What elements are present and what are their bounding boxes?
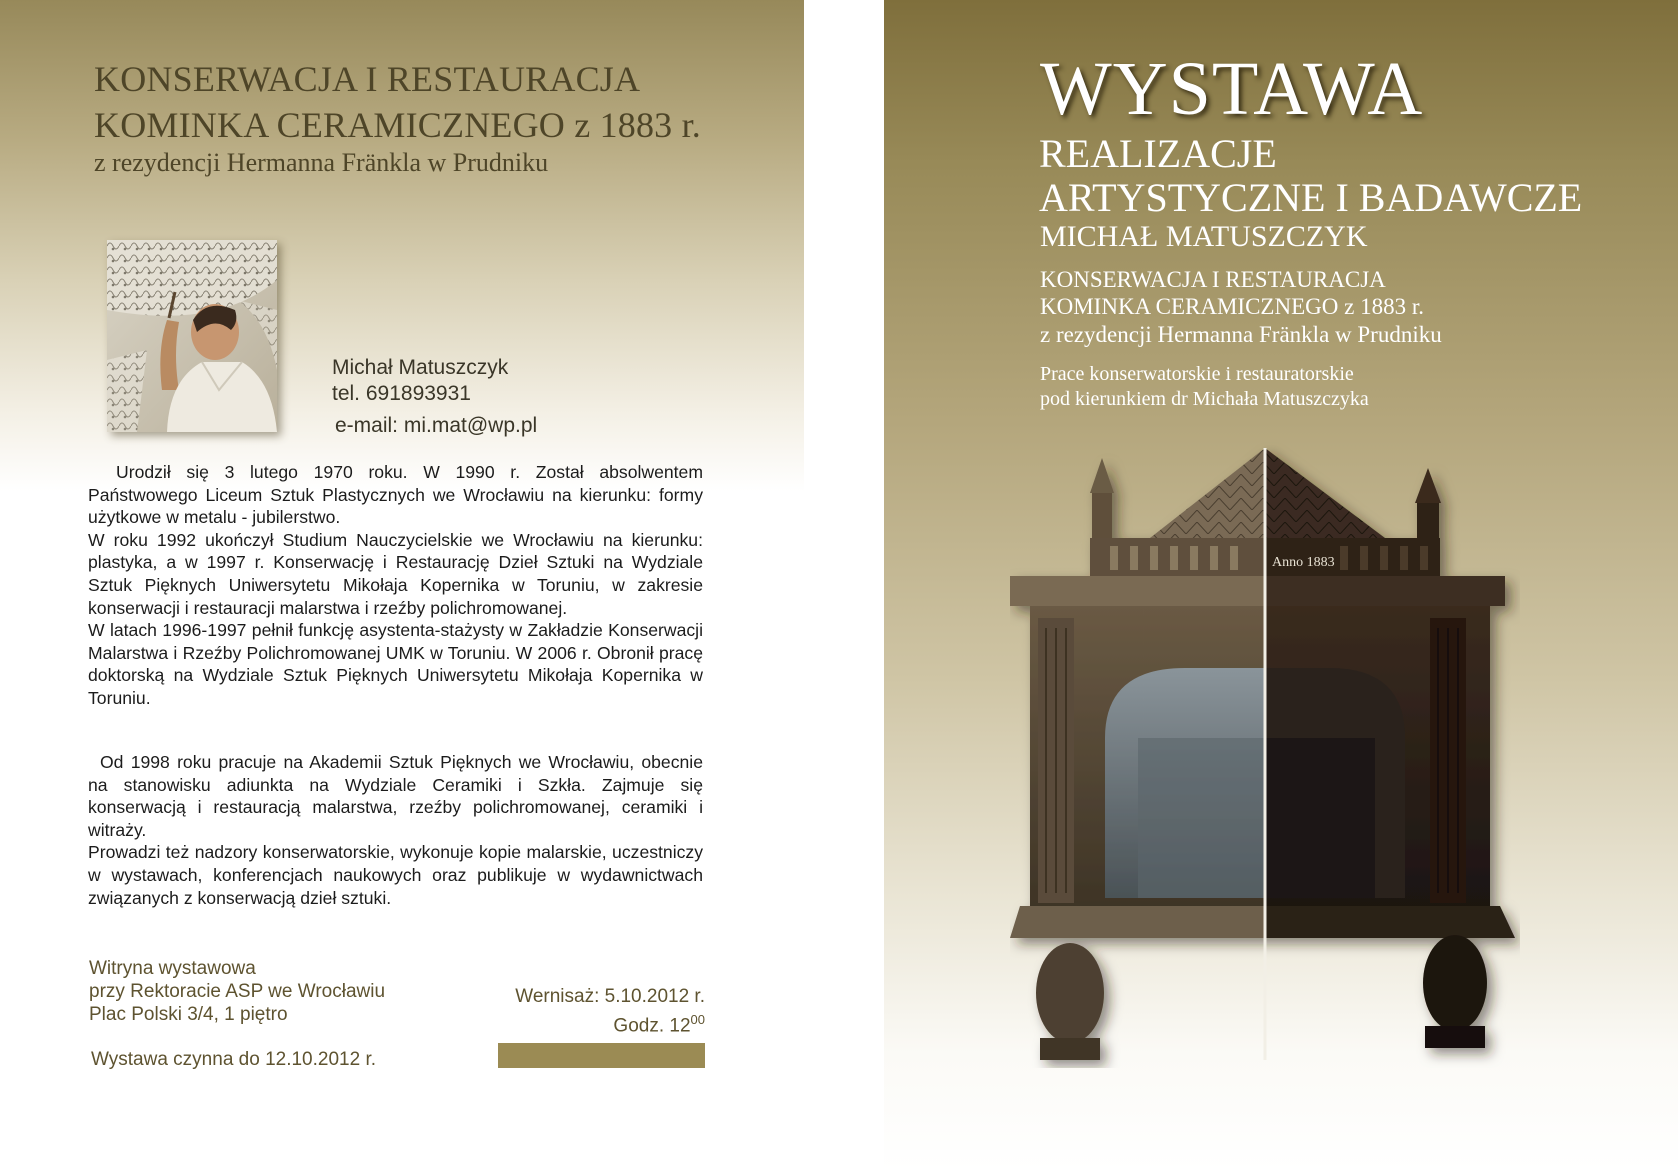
venue-line2: przy Rektoracie ASP we Wrocławiu <box>89 981 386 1002</box>
portrait-photo <box>107 240 277 432</box>
fireplace-illustration <box>1010 438 1520 1068</box>
opening-time-prefix: Godz. 12 <box>613 1015 691 1037</box>
bio-paragraph: W latach 1996-1997 pełnił funkcję asystenta-stażysty w Zakładzie Konserwacji Malarstwa i Rzeźby Polichromowanej UMK w Toruniu. W 2006 r. Obronił pracę doktorską na Wydziale Sztuk Pięknych Uniwersytetu Mikołaja Kopernika w Toruniu. <box>88 620 703 708</box>
biography-continued <box>88 751 703 909</box>
left-title-line1: KONSERWACJA I RESTAURACJA <box>94 59 641 99</box>
left-title-line3: z rezydencji Hermanna Fränkla w Prudniku <box>94 148 549 177</box>
left-page <box>0 0 804 1171</box>
project-line1: KONSERWACJA I RESTAURACJA <box>1040 267 1386 292</box>
subtitle-line1: REALIZACJE <box>1039 131 1277 176</box>
contact-email[interactable]: e-mail: mi.mat@wp.pl <box>335 414 538 437</box>
portrait-illustration <box>107 240 277 432</box>
note-line1: Prace konserwatorskie i restauratorskie <box>1040 363 1354 385</box>
bio-paragraph: Prowadzi też nadzory konserwatorskie, wykonuje kopie malarskie, uczestniczy w wystawach, konferencjach naukowych oraz publikuje w wydawnictwach związanych z konserwacją dzieł sztuki. <box>88 842 703 908</box>
closing-date: Wystawa czynna do 12.10.2012 r. <box>91 1049 376 1070</box>
fireplace-inscription: Anno 1883 <box>1272 555 1335 570</box>
left-title-line2: KOMINKA CERAMICZNEGO z 1883 r. <box>94 105 701 145</box>
bio-paragraph: W roku 1992 ukończył Studium Nauczycielskie we Wrocławiu na kierunku: plastyka, a w 1997 r. Konserwację i Restaurację Dzieł Sztuki na Wydziale Sztuk Pięknych Uniwersytetu Mikołaja Kopernika w Toruniu, w zakresie konserwacji i restauracji malarstwa i rzeźby polichromowanej. <box>88 529 703 618</box>
fireplace-photo <box>1010 438 1520 1068</box>
exhibition-title: WYSTAWA <box>1040 47 1424 131</box>
subtitle-line2: ARTYSTYCZNE I BADAWCZE <box>1039 175 1583 220</box>
project-line2: KOMINKA CERAMICZNEGO z 1883 r. <box>1040 294 1424 319</box>
right-page <box>884 0 1678 1171</box>
bio-paragraph: Od 1998 roku pracuje na Akademii Sztuk Pięknych we Wrocławiu, obecnie na stanowisku adiunkta na Wydziale Ceramiki i Szkła. Zajmuje się konserwacją i restauracją malarstwa, rzeźby polichromowanej, ceramiki i witraży. <box>88 752 703 840</box>
opening-date: Wernisaż: 5.10.2012 r. <box>515 986 705 1007</box>
contact-name: Michał Matuszczyk <box>332 356 509 379</box>
note-line2: pod kierunkiem dr Michała Matuszczyka <box>1040 388 1369 410</box>
opening-time <box>613 1008 705 1037</box>
venue-line3: Plac Polski 3/4, 1 piętro <box>89 1004 288 1025</box>
project-line3: z rezydencji Hermanna Fränkla w Prudniku <box>1040 322 1442 347</box>
author-name: MICHAŁ MATUSZCZYK <box>1040 220 1368 253</box>
gold-bar <box>498 1043 705 1068</box>
bio-paragraph: Urodził się 3 lutego 1970 roku. W 1990 r. Został absolwentem Państwowego Liceum Sztuk Plastycznych we Wrocławiu na kierunku: formy użytkowe w metalu - jubilerstwo. <box>88 462 703 528</box>
biography <box>88 461 703 710</box>
venue-line1: Witryna wystawowa <box>89 958 256 979</box>
contact-phone: tel. 691893931 <box>332 382 471 405</box>
opening-time-minutes: 00 <box>690 1012 705 1027</box>
